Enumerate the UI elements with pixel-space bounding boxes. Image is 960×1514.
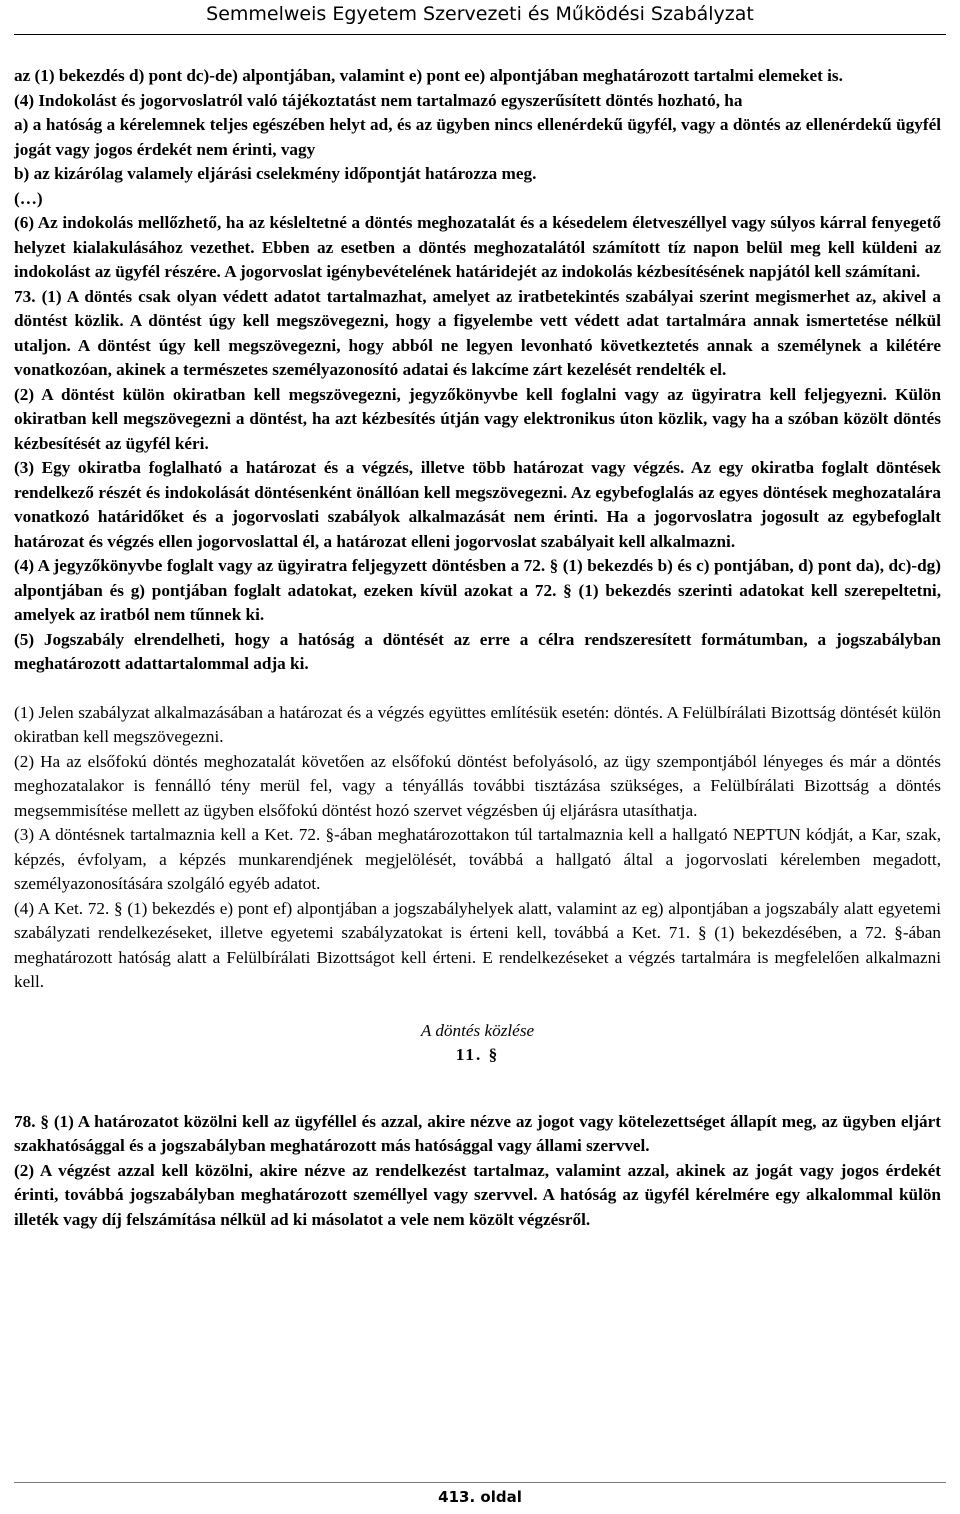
rule-paragraph-1: (1) Jelen szabályzat alkalmazásában a határozat és a végzés együttes említésük esetén: döntés. A Felülbírálati Bizottság döntését külön okiratban kell megszövegezni. [14,702,941,746]
paragraph-4-a: a) a hatóság a kérelemnek teljes egészében helyt ad, és az ügyben nincs ellenérdekű ügyfél, vagy a döntés az ellenérdekű ügyfél jogát vagy jogos érdekét nem érinti, vagy [14,115,941,159]
spacer [14,1068,941,1110]
document-title: Semmelweis Egyetem Szervezeti és Működési Szabályzat [206,3,754,25]
page-header [0,0,960,34]
omission-mark: (…) [14,188,43,208]
section-number: 11. § [455,1045,500,1064]
paragraph-4-intro: (4) Indokolást és jogorvoslatról való tájékoztatást nem tartalmazó egyszerűsített döntés hozható, ha [14,90,743,110]
section-73-1: 73. (1) A döntés csak olyan védett adatot tartalmazhat, amelyet az iratbetekintés szabályai szerint megismerhet az, akivel a döntést közlik. A döntést úgy kell megszövegezni, hogy a figyelembe vett védett adat tartalmára annak ismertetése nélkül utaljon. A döntést úgy kell megszövegezni, hogy abból ne legyen levonható következtetés annak a személynek a kilétére vonatkozóan, akinek a természetes személyazonosító adatai és lakcíme zárt kezelését rendelték el. [14,286,941,379]
paragraph-6: (6) Az indokolás mellőzhető, ha az késleltetné a döntés meghozatalát és a késedelem életveszéllyel vagy súlyos kárral fenyegető helyzet kialakulásához vezethet. Ebben az esetben a döntés meghozatalától számított tíz napon belül meg kell küldeni az indokolást az ügyfél részére. A jogorvoslat igénybevételének határidejét az indokolás kézbesítésének napjától kell számítani. [14,213,941,281]
section-73-5: (5) Jogszabály elrendelheti, hogy a hatóság a döntését az erre a célra rendszeresített formátumban, a jogszabályban meghatározott adattartalommal adja ki. [14,629,941,673]
rule-paragraph-3: (3) A döntésnek tartalmaznia kell a Ket. 72. §-ában meghatározottakon túl tartalmaznia kell a hallgató NEPTUN kódját, a Kar, szak, képzés, évfolyam, a képzés munkarendjének megjelölését, továbbá a hallgató által a jogorvoslati kérelemben megadott, személyazonosítására szolgáló egyéb adatot. [14,825,941,893]
section-73-3: (3) Egy okiratba foglalható a határozat és a végzés, illetve több határozat vagy végzés. Az egy okiratba foglalt döntések rendelkező részét és indokolását döntésenként önállóan kell megszövegezni. Az egybefoglalás az egyes döntések meghozatalára vonatkozó határidőket és a jogorvoslati szabályok alkalmazását nem érinti. Ha a jogorvoslatra jogosult az egybefoglalt határozat és végzés ellen jogorvoslattal él, a határozat elleni jogorvoslat szabályait kell alkalmazni. [14,458,941,551]
spacer [14,677,941,701]
page-number: 413. oldal [438,1488,522,1506]
section-78-2: (2) A végzést azzal kell közölni, akire nézve az rendelkezést tartalmaz, valamint azzal, akinek az jogát vagy jogos érdekét érinti, továbbá jogszabályban meghatározott személlyel vagy szervvel. A hatóság az ügyfél kérelmére egy alkalommal külön illeték vagy díj felszámítása nélkül ad ki másolatot a vele nem közölt végzésről. [14,1160,941,1229]
paragraph-continuation: az (1) bekezdés d) pont dc)-de) alpontjában, valamint e) pont ee) alpontjában meghatározott tartalmi elemeket is. [14,66,843,85]
section-78-1: 78. § (1) A határozatot közölni kell az ügyféllel és azzal, akire nézve az jogot vagy kötelezettséget állapít meg, az ügyben eljárt szakhatósággal és a jogszabályban meghatározott más hatósággal vagy állami szervvel. [14,1111,941,1155]
section-73-4: (4) A jegyzőkönyvbe foglalt vagy az ügyiratra feljegyzett döntésben a 72. § (1) bekezdés b) és c) pontjában, d) pont da), dc)-dg) alpontjában és g) pontjában foglalt adatokat, ezeken kívül azokat a 72. § (1) bekezdés szerinti adatokat kell szerepeltetni, amelyek az iratból nem tűnnek ki. [14,556,941,624]
footer-divider [14,1482,946,1483]
header-divider [14,34,946,35]
paragraph-4-b: b) az kizárólag valamely eljárási cselekmény időpontját határozza meg. [14,164,537,183]
rule-paragraph-4: (4) A Ket. 72. § (1) bekezdés e) pont ef) alpontjában a jogszabályhelyek alatt, valamint az eg) alpontjában a jogszabály alatt egyetemi szabályzati rendelkezéseket, illetve egyetemi szabályzatokat is érteni kell, továbbá a Ket. 71. § (1) bekezdésében, a 72. §-ában meghatározott hatóság alatt a Felülbírálati Bizottságot kell érteni. E rendelkezéseket a végzés tartalmára is megfelelően alkalmazni kell. [14,898,941,991]
spacer [14,995,941,1019]
section-73-2: (2) A döntést külön okiratban kell megszövegezni, jegyzőkönyvbe kell foglalni vagy az ügyiratra kell feljegyezni. Külön okiratban kell megszövegezni a döntést, ha azt kézbesítés útján vagy elektronikus úton közlik, vagy ha a szóban közölt döntés kézbesítését az ügyfél kéri. [14,384,941,453]
section-title: A döntés közlése [420,1020,535,1040]
document-body [14,64,941,1232]
page-footer [0,1486,960,1508]
rule-paragraph-2: (2) Ha az elsőfokú döntés meghozatalát követően az elsőfokú döntést befolyásoló, az ügy szempontjából lényeges és már a döntés meghozatalakor is fennálló tény merül fel, vagy a tényállás további tisztázása szükséges, a Felülbírálati Bizottság a döntés megsemmisítése mellett az ügyben elsőfokú döntést hozó szervet végzésben új eljárásra utasíthatja. [14,751,941,820]
